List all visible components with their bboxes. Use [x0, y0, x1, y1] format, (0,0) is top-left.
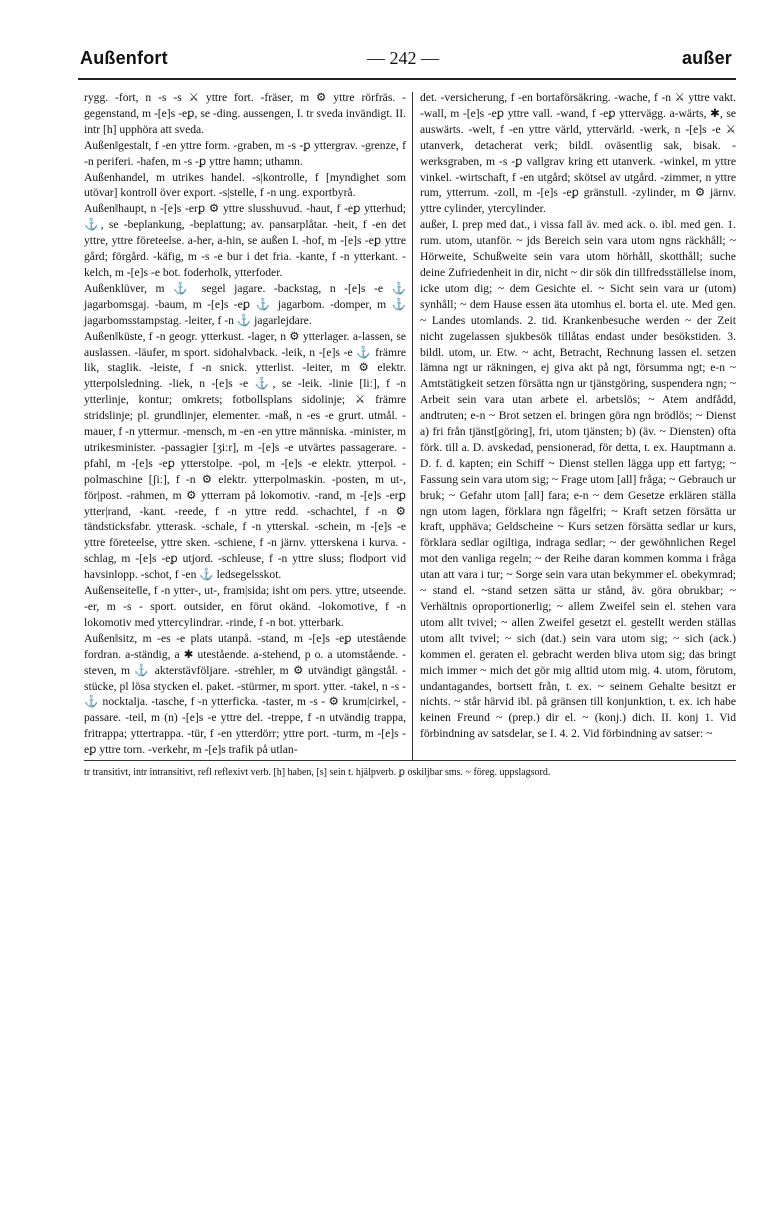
column-divider [412, 92, 413, 760]
page-header [70, 48, 736, 76]
dictionary-entry: rygg. -fort, n -s -s ⚔ yttre fort. -fräser, m ⚙ yttre rörfräs. -gegenstand, m -[e]s -eꝑ, se -ding. aussengen, I. tr sveda invändigt. II. intr [h] upphöra att sveda. [84, 91, 406, 136]
page-number: — 242 — [367, 48, 439, 68]
left-headword: Außenfort [80, 48, 168, 68]
dictionary-entry: Außen‖haupt, n -[e]s -erꝑ ⚙ yttre slusshuvud. -haut, f -eꝑ ytterhud; ⚓, se -beplankung, -beplattung; av. pansarplåtar. -heit, f -en det yttre, yttre företeelse. a-her, a-hin, se außen I. -hof, m -[e]s -eꝑ yttre gård; förgård. -käfig, m -s -e bur i det fria. -kante, f -n ytterkant. -kelch, m -[e]s -e bot. foderholk, ytterfoder. [84, 202, 406, 279]
left-column [84, 90, 406, 758]
dictionary-entry: Außenseite‖le, f -n ytter-, ut-, fram|sida; isht om pers. yttre, utseende. -er, m -s - sport. outsider, en förut okänd. -lokomotive, f -n lokomotiv med yttercylindrar. -rinde, f -n bot. ytterbark. [84, 584, 406, 629]
dictionary-entry: Außen‖gestalt, f -en yttre form. -graben, m -s -ꝑ yttergrav. -grenze, f -n periferi. -hafen, m -s -ꝑ yttre hamn; uthamn. [84, 138, 406, 168]
right-headword: außer [681, 48, 732, 68]
abbreviation-legend: tr transitivt, intr intransitivt, refl reflexivt verb. [h] haben, [s] sein t. hjälpverb. ꝑ oskiljbar sms. ~ föreg. uppslagsord. [84, 767, 551, 778]
dictionary-entry: Außenhandel, m utrikes handel. -s|kontrolle, f [myndighet som utövar] kontroll över export. -s|stelle, f -n ung. exportbyrå. [84, 170, 406, 200]
footer-rule [84, 760, 736, 761]
dictionary-entry: det. -versicherung, f -en bortaförsäkring. -wache, f -n ⚔ yttre vakt. -wall, m -[e]s -eꝑ yttre vall. -wand, f -eꝑ yttervägg. a-wärts, ✱, se auswärts. -welt, f -en yttre värld, yttervärld. -werk, n -[e]s -e ⚔ utanverk, detacherat verk; bildl. oväsentlig sak, bisak. -werksgraben, m -s -ꝑ vallgrav kring ett utanverk. -winkel, m yttre vinkel. -wirtschaft, f -en utgård; skötsel av utgård. -zimmer, n yttre rum, ytterrum. -zoll, m -[e]s -eꝑ gränstull. -zylinder, m ⚙ järnv. yttre cylinder, ytercylinder. [420, 91, 736, 216]
dictionary-entry: Außenklüver, m ⚓ segel jagare. -backstag, n -[e]s -e ⚓ jagarbomsgaj. -baum, m -[e]s -eꝑ ⚓ jagarbom. -domper, m ⚓ jagarbomsstampstag. -leiter, f -n ⚓ jagarlejdare. [84, 281, 406, 327]
dictionary-entry: Außen‖küste, f -n geogr. ytterkust. -lager, n ⚙ ytterlager. a-lassen, se auslassen. -läufer, m sport. sidohalvback. -leik, n -[e]s -e ⚓ främre lik, staglik. -leiste, f -n snick. ytterlist. -leiter, m ⚙ elektr. ytterpolsledning. -liek, n -[e]s -e ⚓, se -leik. -linie [liː], f -n ytterlinje, kontur; omkrets; fotbollsplans sidolinje; ⚔ främre stridslinje; pl. grundlinjer, elementer. -maß, n -es -e grurt. utmål. -mauer, f -n yttermur. -mensch, m -en -en yttre människa. -minister, m utrikesminister. -passagier [ʒiːr], m -[e]s -e utvärtes passagerare. -pfahl, m -[e]s -eꝑ ytterstolpe. -pol, m -[e]s -e elektr. ytterpol. -polmaschine [ʃiː], f -n ⚙ elektr. ytterpolmaskin. -posten, m ut-, för|post. -rahmen, m ⚙ ytterram på lokomotiv. -rand, m -[e]s -erꝑ ytter|rand, -kant. -reede, f -n yttre redd. -schachtel, f -n ⚙ tändsticksfabr. ytterask. -schale, f -n ytterskal. -schein, m -[e]s -e yttre företeelse, yttre sken. -schiene, f -n järnv. ytterskena i kurva. -schlag, m -[e]s -eꝑ utjord. -schleuse, f -n yttre sluss; flodport vid havsinlopp. -schot, f -en ⚓ ledsegelsskot. [84, 329, 406, 582]
header-rule [78, 78, 736, 80]
dictionary-entry: Außen‖sitz, m -es -e plats utanpå. -stand, m -[e]s -eꝑ utestående fordran. a-ständig, a ✱ utestående. a-stehend, p o. a utomstående. -steven, m ⚓ akterstävföljare. -strehler, m ⚙ utvändigt gängstål. -stücke, pl lösa stycken el. paket. -stürmer, m sport. ytter. -takel, n -s - ⚓ nocktalja. -tasche, f -n ytterficka. -taster, m -s - ⚙ krum|cirkel, -passare. -teil, m (n) -[e]s -e yttre del. -treppe, f -n utvändig trappa, fritrappa; yttertrappa. -tür, f -en ytterdörr; yttre port. -turm, m -[e]s -eꝑ yttre torn. -verkehr, m -[e]s trafik på utlan- [84, 631, 406, 757]
right-column [420, 90, 736, 742]
dictionary-entry: außer, I. prep med dat., i vissa fall äv. med ack. o. ibl. med gen. 1. rum. utom, utanför. ~ jds Bereich sein vara utom ngns räckhåll; ~ Hörweite, Schußweite sein vara utom hörhåll, skotthåll; suche deine Zufriedenheit in dir, nicht ~ dir sök din tillfredsställelse inom, icke utom dig; ~ dem Gesichte el. ~ Sicht sein vara ur (utom) synhåll; ~ dem Hause essen äta utomhus el. borta el. ute. Med gen. ~ Landes utomlands. 2. tid. Krankenbesuche werden ~ der Zeit nicht zugelassen sjukbesök tillåtas endast under besökstiden. 3. bildl. utom, ur. Etw. ~ acht, Betracht, Rechnung lassen el. setzen lämna ngt ur räkningen, ej giva akt på ngt, försumma ngt; e-n ~ Amtstätigkeit setzen försätta ngn ur tjänstgöring, suspendera ngn; ~ Arbeit sein vara utan arbete el. arbetslös; ~ Atem andfådd, andtruten; e-n ~ Brot setzen el. bringen göra ngn brödlös; ~ Dienst a) fri från tjänst[göring], fri, utom tjänsten; b) (äv. ~ Diensten) ofta förk. till a. D. avskedad, pensionerad, för detta, t. ex. Hauptmann a. D. f. d. kapten; ein Schiff ~ Dienst stellen lägga upp ett fartyg; ~ Fassung sein vara utom sig; ~ Frage utom [all] fråga; ~ Gebrauch ur bruk; ~ Gefahr utom [all] fara; e-n ~ dem Gesetze erklären ställa ngn utom lagen, förklara ngn fågelfri; ~ Kraft setzen försätta ur kraft, upphäva; Geldscheine ~ Kurs setzen försätta sedlar ur kurs, förklara sedlar ogiltiga, indraga sedlar; ~ der gewöhnlichen Regel mot den vanliga regeln; ~ der Reihe daran kommen komma i fråga utan att vara i tur; ~ Sorge sein vara utan bekymmer el. obekymrad; ~ stand el. ~stand setzen sätta ur stånd, äv. göra obrukbar; ~ Verhältnis oproportionerlig; ~ allem Zweifel sein el. stehen vara utom allt tvivel; ~ allen Zweifel gesetzt el. gestellt werden ställas utom allt tvivel; ~ sich (dat.) sein vara utom sig; ~ sich (ack.) kommen el. geraten el. gebracht werden bliva utom sig; das bringt mich immer ~ mich det gör mig alltid utom mig. 4. utom, förutom, undantagandes, bortsett från, t. ex. ~ seinem Gehalte besitzt er nichts. ~ står härvid ibl. på gränsen till konjunktion, t. ex. ich habe keinen Freund ~ (prep.) dir el. ~ (konj.) dich. II. konj 1. Vid förbindning av satsdelar, se I. 4. 2. Vid förbindning av satser: ~ [420, 218, 736, 741]
